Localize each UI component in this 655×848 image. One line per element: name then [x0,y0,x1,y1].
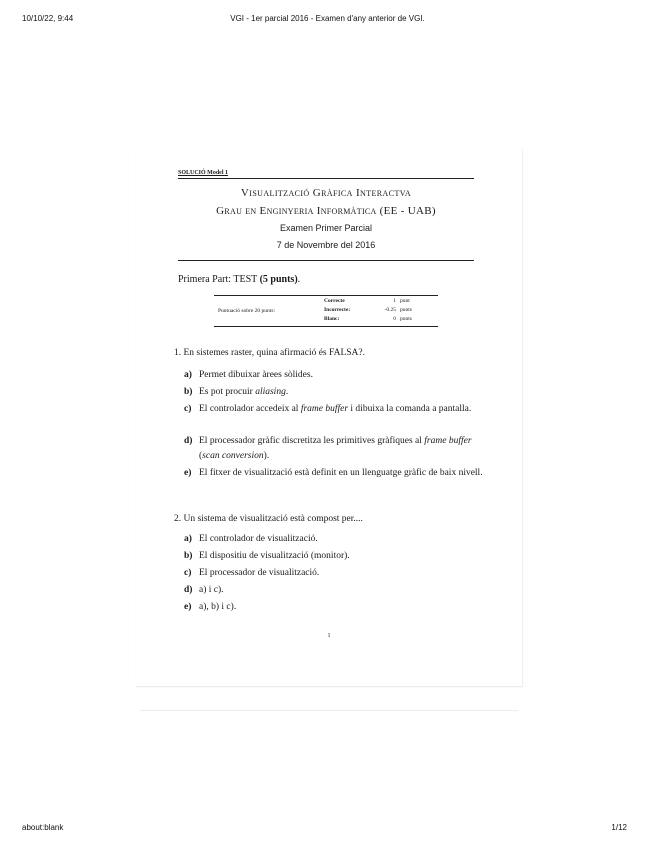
scoring-value: 0 [393,316,396,322]
exam-page [136,150,523,687]
scoring-unit: punt [400,298,410,304]
print-timestamp: 10/10/22, 9:44 [22,14,74,23]
question-1-option-d [184,434,486,464]
print-page-title: VGI - 1er parcial 2016 - Examen d'any anterior de VGI. [230,14,425,23]
scoring-top-rule [214,295,438,296]
scoring-key: Correcte [324,298,345,304]
print-footer-url: about:blank [22,823,64,832]
option-letter: e) [184,602,192,612]
part-points: (5 punts) [259,274,298,285]
question-1-option-a [184,368,486,383]
question-1-option-b [184,385,486,400]
scoring-unit: punts [400,307,412,313]
option-letter: d) [184,436,193,446]
degree-title: Grau en Enginyeria Informàtica (EE - UAB) [216,205,436,217]
question-2-option-a [184,532,486,547]
option-letter: c) [184,568,192,578]
scoring-unit: punts [400,316,412,322]
header-top-rule [178,178,474,179]
scoring-value: -0.25 [384,307,396,313]
part-label: Primera Part: TEST [178,274,260,285]
option-letter: a) [184,534,192,544]
option-letter: b) [184,551,193,561]
option-text: Es pot procuir aliasing. [199,387,289,397]
course-title: Visualització Gràfica Interactva [240,187,412,199]
option-text: El processador gràfic discretitza les primitives gràfiques al frame buffer (scan conversion). [199,436,472,461]
scoring-label: Puntuació sobre 20 punts: [218,308,275,314]
question-2-option-c [184,566,486,581]
scoring-row-correct [324,298,434,306]
page-separator [140,710,518,711]
option-text: El controlador de visualització. [199,534,318,544]
option-text: El fitxer de visualització està definit en un llenguatge gràfic de baix nivell. [199,468,483,478]
exam-title: Examen Primer Parcial [279,223,373,233]
scoring-row-blank [324,316,434,324]
scoring-bottom-rule [214,326,438,327]
question-1-option-e [184,466,486,481]
solution-label: SOLUCIÓ Model 1 [178,170,229,176]
option-letter: d) [184,585,193,595]
question-1-option-c [184,402,486,417]
option-letter: b) [184,387,193,397]
question-2-option-d [184,583,486,598]
option-letter: c) [184,404,192,414]
scoring-row-incorrect [324,307,434,315]
question-2-option-b [184,549,486,564]
option-text: El dispositiu de visualització (monitor). [199,551,350,561]
option-text: El processador de visualització. [199,568,320,578]
question-2-option-e [184,600,486,615]
option-letter: a) [184,370,192,380]
option-text: a), b) i c). [199,602,237,612]
exam-date: 7 de Novembre del 2016 [276,240,376,250]
question-2-text: 2. Un sistema de visualització està compost per.... [174,514,363,524]
header-bottom-rule [178,260,474,261]
page-number: 1 [327,633,331,639]
option-text: a) i c). [199,585,224,595]
part-heading [178,274,300,285]
scoring-value: 1 [393,298,396,304]
scoring-key: Incorrecte: [324,307,351,313]
question-1-text: 1. En sistemes raster, quina afirmació és FALSA?. [174,348,365,358]
scoring-key: Blanc: [324,316,340,322]
option-text: El controlador accedeix al frame buffer i dibuixa la comanda a pantalla. [199,404,472,414]
option-text: Permet dibuixar àrees sòlides. [199,370,313,380]
print-footer-pages: 1/12 [611,823,627,832]
option-letter: e) [184,468,192,478]
part-suffix: . [297,274,301,285]
